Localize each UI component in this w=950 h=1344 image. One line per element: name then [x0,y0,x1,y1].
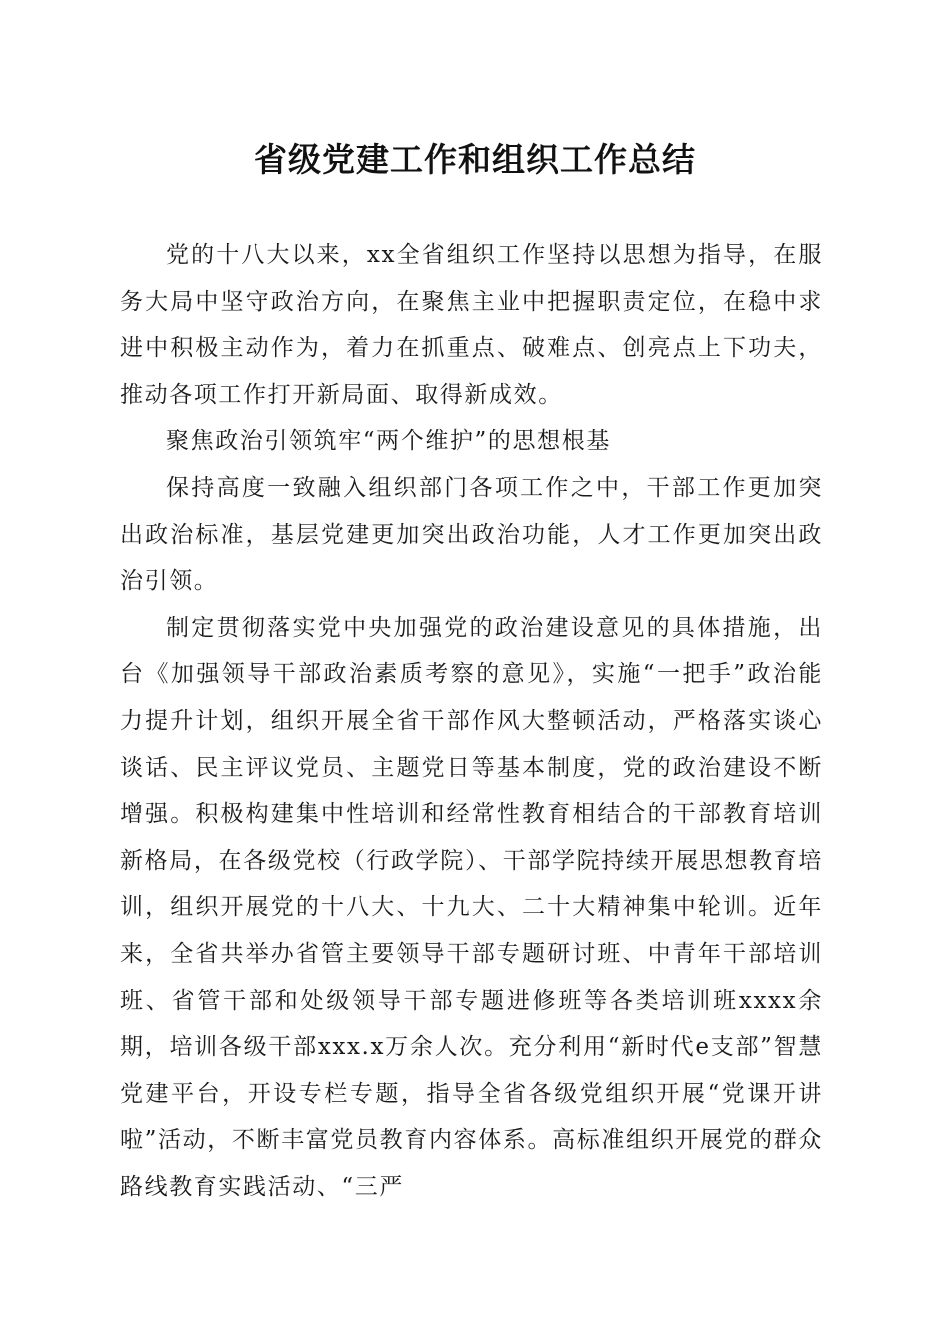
document-body [120,232,823,1210]
paragraph-intro: 党的十八大以来，xx全省组织工作坚持以思想为指导，在服务大局中坚守政治方向，在聚焦主业中把握职责定位，在稳中求进中积极主动作为，着力在抓重点、破难点、创亮点上下功夫，推动各项工作打开新局面、取得新成效。 [120,242,823,408]
document-title: 省级党建工作和组织工作总结 [254,140,696,179]
paragraph-political-alignment: 保持高度一致融入组织部门各项工作之中，干部工作更加突出政治标准，基层党建更加突出政治功能，人才工作更加突出政治引领。 [120,474,823,595]
paragraph-measures: 制定贯彻落实党中央加强党的政治建设意见的具体措施，出台《加强领导干部政治素质考察的意见》，实施“一把手”政治能力提升计划，组织开展全省干部作风大整顿活动，严格落实谈心谈话、民主评议党员、主题党日等基本制度，党的政治建设不断增强。积极构建集中性培训和经常性教育相结合的干部教育培训新格局，在各级党校（行政学院）、干部学院持续开展思想教育培训，组织开展党的十八大、十九大、二十大精神集中轮训。近年来，全省共举办省管主要领导干部专题研讨班、中青年干部培训班、省管干部和处级领导干部专题进修班等各类培训班xxxx余期，培训各级干部xxx.x万余人次。充分利用“新时代e支部”智慧党建平台，开设专栏专题，指导全省各级党组织开展“党课开讲啦”活动，不断丰富党员教育内容体系。高标准组织开展党的群众路线教育实践活动、“三严 [120,614,823,1200]
section-heading: 聚焦政治引领筑牢“两个维护”的思想根基 [166,428,611,455]
